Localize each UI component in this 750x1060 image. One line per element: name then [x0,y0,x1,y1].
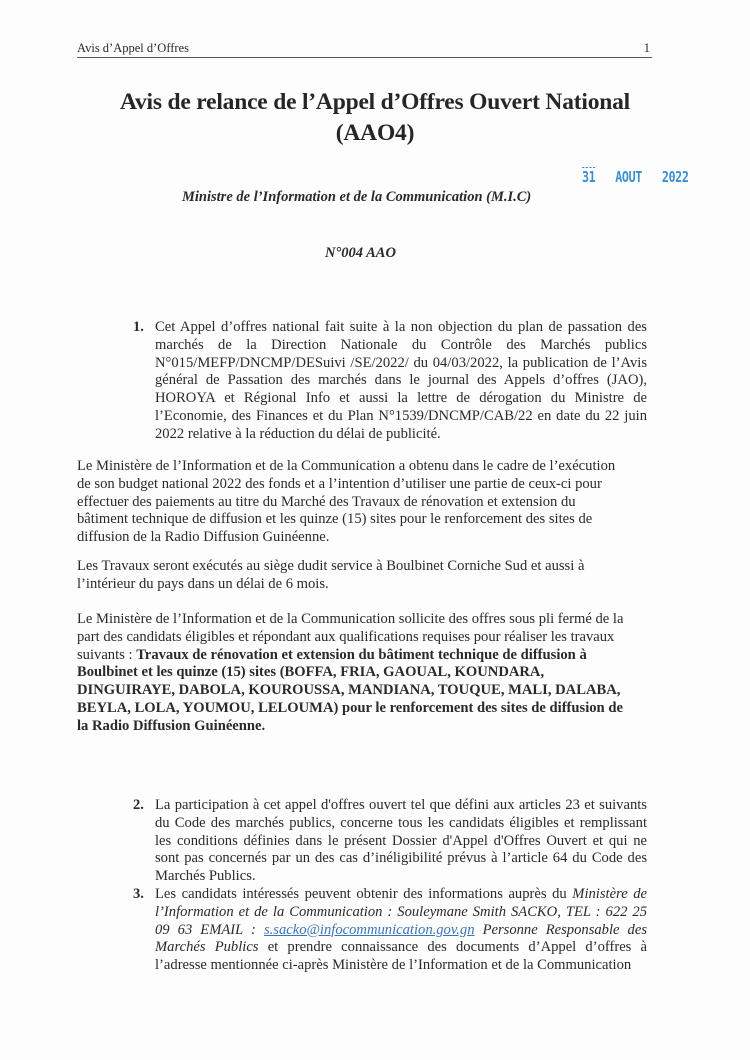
ministry-name: Ministre de l’Information et de la Communication (M.I.C) [182,189,532,205]
running-header [77,41,652,58]
reference-number: N°004 AAO [325,245,396,261]
responsible-role: Personne Responsable des Marchés Publics [155,921,647,956]
running-title: Avis d’Appel d’Offres [77,41,190,55]
list-number: 3. [133,886,144,902]
email-link[interactable]: s.sacko@infocommunication.gov.gn [263,921,475,938]
title-line-1: Avis de relance de l’Appel d’Offres Ouvert National [119,89,630,115]
stamp-year: 2022 [661,168,689,186]
page-number: 1 [643,41,650,55]
list-text: Cet Appel d’offres national fait suite à la non objection du plan de passation des marchés de la Direction Nationale du Contrôle des Marchés publics N°015/MEFP/DNCMP/DESuivi /SE/2022/ du 04/03/2022, la publication de l’Avis général de Passation des marchés dans le journal des Appels d’offres (JAO), HOROYA et Régional Info et aussi la lettre de dérogation du Ministre de l’Economie, des Finances et du Plan N°1539/DNCMP/CAB/22 en date du 22 juin 2022 relative à la réduction du délai de publicité. [155,319,647,442]
title-line-2: (AAO4) [335,120,415,146]
list-number: 2. [133,797,144,813]
paragraph-location: Les Travaux seront exécutés au siège dudit service à Boulbinet Corniche Sud et aussi à l’intérieur du pays dans un délai de 6 mois. [77,558,585,592]
paragraph-solicitation [77,611,627,736]
stamp-month: AOUT [615,168,642,186]
list-text [155,886,647,975]
document-title [60,87,690,149]
list-number: 1. [133,319,144,335]
stamp-day: 31 [582,168,596,186]
contact-intro: Les candidats intéressés peuvent obtenir des informations auprès du [155,886,567,902]
paragraph-funding: Le Ministère de l’Information et de la Communication a obtenu dans le cadre de l’exécution de son budget national 2022 des fonds et a l’intention d’utiliser une partie de ceux-ci pour effectuer des paiements au titre du Marché des Travaux de rénovation et extension du bâtiment technique de diffusion et les quinze (15) sites pour le renforcement des sites de diffusion de la Radio Diffusion Guinéenne. [77,458,616,546]
date-stamp [582,168,688,186]
contact-outro: et prendre connaissance des documents d’Appel d’offres à l’adresse mentionnée ci-après Ministère de l’Information et de la Communication [155,939,648,974]
list-text: La participation à cet appel d'offres ouvert tel que défini aux articles 23 et suivants du Code des marchés publics, concerne tous les candidats éligibles et remplissant les conditions définies dans le présent Dossier d'Appel d'Offres Ouvert et qui ne sont pas concernés par un des cas d’inéligibilité prévus à l’article 64 du Code des Marchés Publics. [155,797,647,885]
solicitation-intro: Le Ministère de l’Information et de la Communication sollicite des offres sous pli fermé de la part des candidats éligibles et répondant aux qualifications requises pour réaliser les travaux suivants : [77,611,624,663]
solicitation-works: Travaux de rénovation et extension du bâtiment technique de diffusion à Boulbinet et les quinze (15) sites (BOFFA, FRIA, GAOUAL, KOUNDARA, DINGUIRAYE, DABOLA, KOUROUSSA, MANDIANA, TOUQUE, MALI, DALABA, BEYLA, LOLA, YOUMOU, LELOUMA) pour le renforcement des sites de diffusion de la Radio Diffusion Guinéenne. [77,646,623,734]
contact-details: Ministère de l’Information et de la Communication : Souleymane Smith SACKO, TEL : 622 25 09 63 EMAIL : [155,886,648,938]
